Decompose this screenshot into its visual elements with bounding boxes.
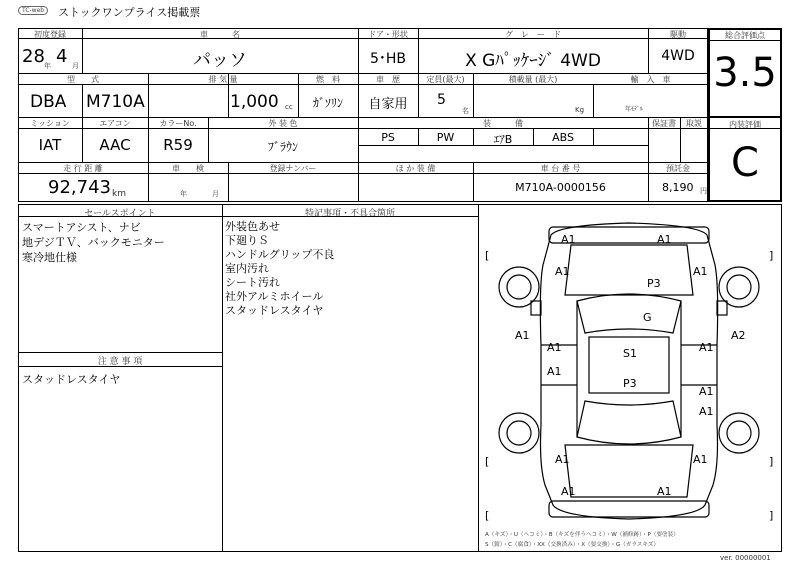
history-label: 車 歴 — [376, 75, 400, 84]
logo: TC-web — [18, 6, 48, 15]
damage-mark: P3 — [647, 277, 661, 290]
ac-label: エアコン — [99, 119, 131, 128]
damage-mark: A2 — [731, 329, 746, 342]
ac: AAC — [99, 136, 131, 154]
grade-label: グ レ ー ド — [505, 30, 561, 39]
bracket: [ — [485, 249, 490, 262]
remark-item: 室内汚れ — [225, 262, 269, 275]
bracket: ] — [769, 455, 774, 468]
reg-month: 4 — [56, 46, 68, 67]
remark-item: 外装色あせ — [225, 220, 280, 233]
car-name-label: 車 名 — [200, 30, 240, 39]
damage-mark: A1 — [657, 233, 672, 246]
equip-abs: ABS — [552, 131, 574, 144]
damage-mark: P3 — [623, 377, 637, 390]
car-outline — [499, 223, 759, 519]
version-label: ver. 00000001 — [720, 554, 771, 562]
damage-mark: A1 — [555, 265, 570, 278]
manual-label: 取説 — [686, 119, 702, 128]
remark-item: 社外アルミホイール — [225, 290, 324, 303]
color-no: R59 — [163, 136, 193, 154]
first-reg-label: 初度登録 — [34, 30, 66, 39]
bracket: [ — [485, 509, 490, 522]
damage-mark: A1 — [547, 341, 562, 354]
equip-ps: PS — [381, 131, 395, 144]
displacement-unit: cc — [285, 103, 293, 111]
remark-item: 下廻りＳ — [225, 234, 269, 247]
inspection-month: 月 — [212, 190, 219, 198]
bracket: [ — [485, 455, 490, 468]
sales-point-item: 地デジＴＶ、バックモニター — [22, 236, 165, 249]
displacement-label: 排 気 量 — [208, 75, 238, 84]
overall-score-label: 総合評価点 — [725, 31, 765, 40]
mileage-unit: km — [112, 189, 126, 199]
import-label: 輸 入 車 — [630, 75, 671, 84]
ext-color-label: 外 装 色 — [268, 119, 298, 128]
inspection-year: 年 — [180, 190, 187, 198]
door-label: ドア・形状 — [368, 30, 408, 39]
chassis-label: 車 台 番 号 — [540, 164, 581, 173]
damage-marks — [515, 233, 746, 498]
mileage-label: 走 行 距 離 — [63, 164, 103, 173]
other-equip-label: ほ か 装 備 — [395, 164, 436, 173]
sales-points-label: セールスポイント — [84, 209, 156, 219]
model-label: 型 式 — [67, 75, 99, 84]
damage-mark: A1 — [699, 405, 714, 418]
damage-mark: A1 — [561, 485, 576, 498]
chassis-number: M710A-0000156 — [515, 181, 606, 194]
drive-label: 駆動 — [670, 30, 686, 39]
capacity-label: 定員(最大) — [426, 75, 465, 84]
sales-point-item: 寒冷地仕様 — [22, 251, 77, 264]
ext-color: ﾌﾞﾗｳﾝ — [267, 140, 298, 154]
deposit-unit: 円 — [700, 187, 707, 195]
remark-item: シート汚れ — [225, 276, 280, 289]
equip-airbag: ｴｱB — [493, 133, 513, 146]
mission-label: ミッション — [30, 119, 70, 128]
plate-label: 登録ナンバー — [269, 164, 317, 173]
page-title: ストックワンプライス掲載票 — [58, 6, 201, 19]
reg-year-unit: 年 — [44, 62, 51, 70]
remark-item: スタッドレスタイヤ — [225, 304, 324, 317]
drive: 4WD — [661, 48, 695, 64]
mileage: 92,743 — [48, 177, 111, 198]
mission: IAT — [38, 136, 62, 154]
overall-score: 3.5 — [713, 50, 777, 96]
car-name: パッソ — [193, 50, 247, 71]
equip-pw: PW — [436, 131, 455, 144]
remark-item: ハンドルグリップ不良 — [225, 248, 335, 261]
deposit: 8,190 — [662, 181, 694, 194]
equipment-label: 装 備 — [483, 119, 523, 128]
damage-legend-line-2: S（錆）・C（腐食）・XX（交換済み）・X（要交換）・G（ガラスキズ） — [485, 542, 660, 548]
color-no-label: カラーNo. — [159, 119, 197, 128]
warranty-label: 保証書 — [652, 119, 676, 128]
damage-mark: A1 — [657, 485, 672, 498]
remarks-label: 特記事項・不具合箇所 — [304, 209, 395, 219]
damage-mark: A1 — [693, 453, 708, 466]
capacity: 5 — [437, 92, 446, 108]
interior-score: C — [731, 140, 759, 186]
bracket: ] — [769, 509, 774, 522]
damage-mark: G — [643, 311, 652, 324]
damage-mark: A1 — [555, 453, 570, 466]
fuel: ｶﾞｿﾘﾝ — [312, 96, 343, 110]
import-model-year: 年ﾓﾃﾞﾙ — [625, 106, 644, 113]
damage-diagram — [479, 205, 781, 551]
notes-label: 注 意 事 項 — [97, 357, 143, 367]
damage-mark: A1 — [515, 329, 530, 342]
fuel-label: 燃 料 — [316, 75, 340, 84]
sales-point-item: スマートアシスト、ナビ — [22, 221, 141, 234]
model-code: M710A — [86, 92, 145, 112]
load-unit: Kg — [575, 106, 585, 114]
deposit-label: 預託金 — [666, 164, 690, 173]
reg-month-unit: 月 — [72, 62, 79, 70]
reg-year: 28 — [22, 46, 45, 67]
bracket: ] — [769, 249, 774, 262]
damage-mark: A1 — [547, 365, 562, 378]
model-prefix: DBA — [30, 92, 67, 112]
load-label: 積載量 (最大) — [508, 75, 558, 84]
damage-mark: A1 — [699, 385, 714, 398]
damage-mark: S1 — [623, 347, 637, 360]
capacity-unit: 名 — [462, 107, 469, 115]
damage-mark: A1 — [699, 341, 714, 354]
inspection-label: 車 検 — [172, 164, 204, 173]
displacement: 1,000 — [230, 92, 279, 112]
door-shape: 5･HB — [369, 51, 407, 67]
note-item: スタッドレスタイヤ — [22, 373, 121, 386]
damage-mark: A1 — [561, 233, 576, 246]
grade: X Gﾊﾟｯｹｰｼﾞ 4WD — [465, 51, 601, 71]
damage-legend-line-1: A（キズ）・U（へコミ）・B（キズを伴うへコミ）・W（補修跡）・P（要塗装） — [485, 532, 679, 538]
history: 自家用 — [368, 97, 408, 112]
interior-score-label: 内装評価 — [729, 120, 761, 129]
damage-mark: A1 — [693, 265, 708, 278]
